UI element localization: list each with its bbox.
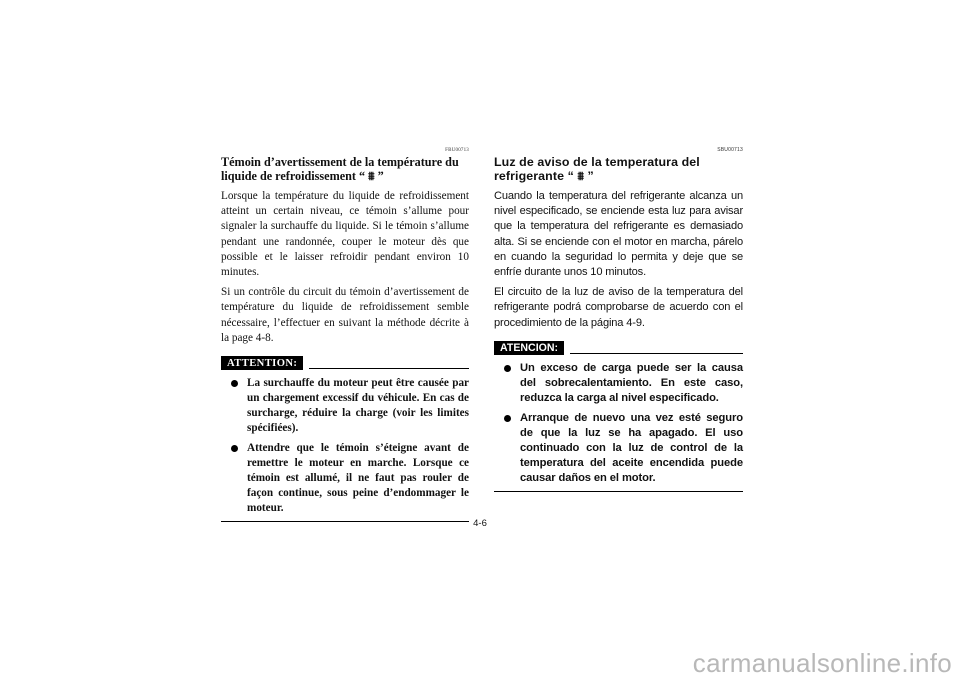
list-item: [231, 441, 469, 516]
bullet-icon: [231, 445, 238, 452]
watermark: carmanualsonline.info: [692, 648, 952, 678]
warning-label: ATTENTION:: [221, 356, 303, 370]
divider: [494, 491, 743, 492]
section-code: SBU00713: [717, 147, 743, 153]
bullet-icon: [231, 380, 238, 387]
bullet-icon: [504, 415, 511, 422]
french-column: [221, 147, 469, 522]
heading-close: ”: [374, 169, 384, 183]
warning-header: [494, 341, 743, 355]
warning-label: ATENCION:: [494, 341, 564, 355]
body-paragraph: Si un contrôle du circuit du témoin d’avertissement de température du liquide de refroidissement semble nécessaire, l’effectuer en suivant la méthode décrite à la page 4-8.: [221, 286, 469, 344]
page-number: 4-6: [473, 518, 487, 529]
heading-text: Témoin d’avertissement de la température du liquide de refroidissement “: [221, 155, 459, 183]
spanish-column: [494, 147, 743, 492]
coolant-temperature-icon: ⩩: [368, 169, 375, 183]
bullet-icon: [504, 365, 511, 372]
warning-text: Un exceso de carga puede ser la causa del sobrecalentamiento. En este caso, reduzca la carga al nivel especificado.: [520, 361, 743, 404]
heading-close: ”: [583, 169, 594, 183]
warning-list: [221, 376, 469, 516]
heading-text: Luz de aviso de la temperatura del refrigerante “: [494, 155, 700, 183]
warning-text: Attendre que le témoin s’éteigne avant de remettre le moteur en marche. Lorsque ce témoin est allumé, il ne faut pas rouler de façon continue, sous peine d’endommager le moteur.: [247, 442, 469, 515]
warning-text: La surchauffe du moteur peut être causée par un chargement excessif du véhicule. En cas de surcharge, réduire la charge (voir les limites spécifiées).: [247, 377, 469, 435]
coolant-temperature-icon: ⩩: [577, 169, 584, 183]
warning-header: [221, 356, 469, 370]
warning-text: Arranque de nuevo una vez esté seguro de que la luz se ha apagado. El uso continuado con la luz de control de la temperatura del aceite encendida puede causar daños en el motor.: [520, 411, 743, 484]
divider: [570, 353, 743, 354]
list-item: [504, 361, 743, 406]
section-heading: [221, 155, 469, 183]
body-paragraph: Lorsque la température du liquide de refroidissement atteint un certain niveau, ce témoin s’allume pour signaler la surchauffe du liquide. Si le témoin s’allume pendant une randonnée, couper le moteur dès que possible et le laisser refroidir pendant environ 10 minutes.: [221, 190, 469, 279]
body-paragraph: Cuando la temperatura del refrigerante alcanza un nivel especificado, se enciende esta luz para avisar que la temperatura del refrigerante es demasiado alta. Si se enciende con el motor en marcha, párelo en cuando la seguridad lo permita y deje que se enfríe durante unos 10 minutos.: [494, 190, 743, 279]
list-item: [504, 411, 743, 486]
warning-list: [494, 361, 743, 486]
section-code: FBU00713: [445, 148, 469, 153]
list-item: [231, 376, 469, 436]
section-heading: [494, 155, 743, 183]
body-paragraph: El circuito de la luz de aviso de la temperatura del refrigerante podrá comprobarse de acuerdo con el procedimiento de la página 4-9.: [494, 286, 743, 329]
divider: [309, 368, 469, 369]
